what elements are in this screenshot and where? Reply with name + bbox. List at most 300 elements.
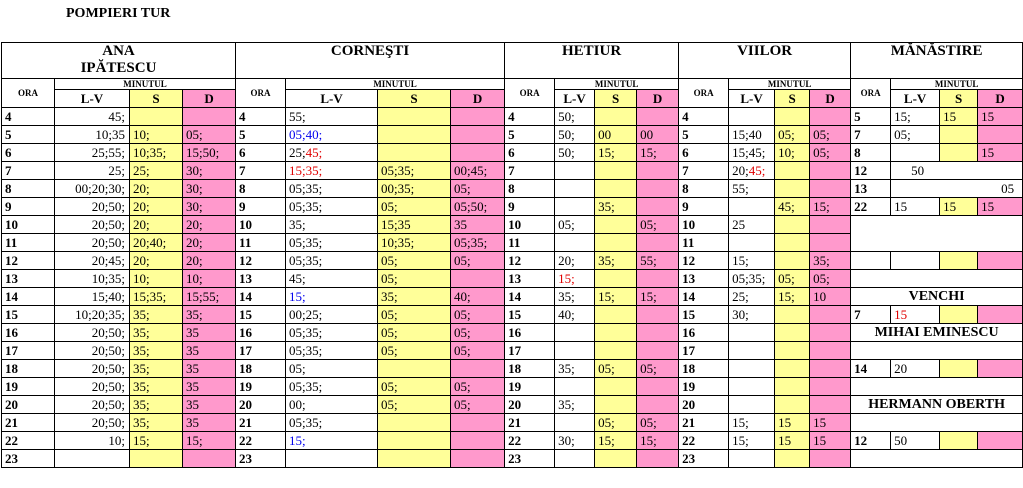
minutes-text: 15;40 bbox=[732, 126, 762, 142]
weekday-minutes bbox=[729, 306, 775, 324]
weekday-minutes bbox=[891, 360, 940, 378]
saturday-minutes bbox=[595, 270, 637, 288]
minutes-text: 50; bbox=[558, 126, 575, 142]
s-header: S bbox=[940, 90, 978, 108]
weekday-minutes bbox=[286, 126, 378, 144]
saturday-minutes bbox=[595, 162, 637, 180]
sunday-minutes bbox=[810, 306, 851, 324]
hour-row bbox=[2, 342, 1023, 360]
saturday-minutes bbox=[378, 360, 451, 378]
minutes-text: 05;35; bbox=[289, 414, 323, 430]
minutul-label: MINUTUL bbox=[729, 79, 851, 90]
minutul-label: MINUTUL bbox=[891, 79, 1023, 90]
sunday-minutes bbox=[637, 180, 679, 198]
hour-cell: 8 bbox=[679, 180, 729, 198]
weekday-minutes bbox=[55, 378, 130, 396]
lv-header: L-V bbox=[286, 90, 378, 108]
weekday-minutes bbox=[729, 216, 775, 234]
minutes-text: 35; bbox=[289, 216, 306, 232]
weekday-minutes bbox=[286, 306, 378, 324]
weekday-minutes bbox=[891, 144, 940, 162]
weekday-minutes bbox=[286, 324, 378, 342]
hour-cell: 18 bbox=[679, 360, 729, 378]
lv-header: L-V bbox=[891, 90, 940, 108]
sunday-minutes bbox=[810, 396, 851, 414]
sunday-minutes bbox=[637, 324, 679, 342]
sunday-minutes: 35 bbox=[451, 216, 505, 234]
saturday-minutes: 15; bbox=[595, 144, 637, 162]
minutes-text: 50 bbox=[891, 162, 1023, 180]
hour-row bbox=[2, 270, 1023, 288]
saturday-minutes: 35; bbox=[130, 324, 183, 342]
hour-cell: 15 bbox=[505, 306, 555, 324]
sunday-minutes: 30; bbox=[183, 162, 236, 180]
minutes-text: 20; bbox=[732, 162, 749, 178]
saturday-minutes: 05; bbox=[378, 324, 451, 342]
weekday-minutes bbox=[729, 108, 775, 126]
sunday-minutes: 35 bbox=[183, 342, 236, 360]
minutes-text: 20 bbox=[894, 360, 908, 376]
sunday-minutes: 05; bbox=[810, 270, 851, 288]
weekday-minutes bbox=[555, 234, 595, 252]
saturday-minutes: 05; bbox=[595, 360, 637, 378]
weekday-minutes: 05; bbox=[891, 126, 940, 144]
saturday-minutes: 10;35; bbox=[130, 144, 183, 162]
sunday-minutes bbox=[810, 216, 851, 234]
weekday-minutes bbox=[555, 270, 595, 288]
saturday-minutes bbox=[595, 180, 637, 198]
hour-cell: 23 bbox=[505, 450, 555, 468]
hour-cell: 20 bbox=[505, 396, 555, 414]
minutes-text: 55; bbox=[289, 108, 306, 124]
saturday-minutes: 35; bbox=[130, 396, 183, 414]
minutes-text: 15;40; bbox=[91, 288, 125, 304]
sunday-minutes: 10 bbox=[810, 288, 851, 306]
weekday-minutes bbox=[55, 252, 130, 270]
sunday-minutes: 15 bbox=[978, 198, 1023, 216]
weekday-minutes bbox=[555, 360, 595, 378]
saturday-minutes: 15; bbox=[775, 288, 810, 306]
weekday-minutes bbox=[286, 396, 378, 414]
saturday-minutes: 00 bbox=[595, 126, 637, 144]
sunday-minutes: 05; bbox=[183, 126, 236, 144]
saturday-minutes bbox=[775, 252, 810, 270]
weekday-minutes bbox=[55, 216, 130, 234]
saturday-minutes: 15; bbox=[595, 288, 637, 306]
hour-row bbox=[2, 144, 1023, 162]
weekday-minutes bbox=[729, 180, 775, 198]
saturday-minutes: 00;35; bbox=[378, 180, 451, 198]
saturday-minutes: 35; bbox=[130, 360, 183, 378]
weekday-minutes bbox=[555, 144, 595, 162]
minutes-text: 00; bbox=[289, 396, 306, 412]
sunday-minutes: 05;35; bbox=[451, 234, 505, 252]
sunday-minutes: 35 bbox=[183, 324, 236, 342]
hour-row bbox=[2, 450, 1023, 468]
weekday-minutes bbox=[729, 432, 775, 450]
minutes-text: 55; bbox=[732, 180, 749, 196]
weekday-minutes bbox=[55, 414, 130, 432]
sunday-minutes: 30; bbox=[183, 198, 236, 216]
saturday-minutes bbox=[595, 378, 637, 396]
hour-row bbox=[2, 432, 1023, 450]
minutes-text: 25;55; bbox=[91, 144, 125, 160]
hour-cell: 21 bbox=[505, 414, 555, 432]
saturday-minutes bbox=[595, 108, 637, 126]
weekday-minutes bbox=[286, 378, 378, 396]
saturday-minutes: 35; bbox=[378, 288, 451, 306]
sunday-minutes: 15; bbox=[810, 198, 851, 216]
weekday-minutes bbox=[286, 360, 378, 378]
minutes-text: 10;35 bbox=[95, 126, 125, 142]
saturday-minutes bbox=[775, 180, 810, 198]
hour-cell: 22 bbox=[679, 432, 729, 450]
minutes-text: 10;20;35; bbox=[75, 306, 125, 322]
minutes-text-red: 45; bbox=[305, 144, 323, 160]
minutes-text: 15; bbox=[289, 432, 306, 448]
hour-cell: 12 bbox=[236, 252, 286, 270]
saturday-minutes: 20; bbox=[130, 180, 183, 198]
sunday-minutes bbox=[978, 360, 1023, 378]
saturday-minutes bbox=[775, 324, 810, 342]
hour-cell: 4 bbox=[236, 108, 286, 126]
minutes-text: 45; bbox=[108, 108, 125, 124]
minutul-label: MINUTUL bbox=[286, 79, 505, 90]
s-header: S bbox=[130, 90, 183, 108]
sunday-minutes bbox=[978, 126, 1023, 144]
station-name-ana bbox=[2, 43, 236, 79]
saturday-minutes: 25; bbox=[130, 162, 183, 180]
saturday-minutes: 45; bbox=[775, 198, 810, 216]
weekday-minutes bbox=[555, 396, 595, 414]
minutes-text: 25; bbox=[108, 162, 125, 178]
sunday-minutes: 15 bbox=[810, 414, 851, 432]
saturday-minutes bbox=[940, 432, 978, 450]
weekday-minutes bbox=[55, 108, 130, 126]
hour-cell: 4 bbox=[679, 108, 729, 126]
station-header-row bbox=[2, 43, 1023, 79]
weekday-minutes bbox=[286, 234, 378, 252]
stop-name-mihai: MIHAI EMINESCU bbox=[851, 324, 1023, 342]
weekday-minutes bbox=[729, 324, 775, 342]
hour-cell: 13 bbox=[236, 270, 286, 288]
saturday-minutes: 05; bbox=[775, 270, 810, 288]
station-name-line2: IPĂTESCU bbox=[80, 60, 157, 76]
saturday-minutes: 15 bbox=[940, 108, 978, 126]
saturday-minutes: 05; bbox=[378, 270, 451, 288]
hour-cell: 6 bbox=[2, 144, 55, 162]
sunday-minutes: 35; bbox=[810, 252, 851, 270]
sunday-minutes: 10; bbox=[183, 270, 236, 288]
minutes-text: 05;35; bbox=[289, 198, 323, 214]
sunday-minutes bbox=[810, 234, 851, 252]
saturday-minutes bbox=[775, 234, 810, 252]
hour-cell: 17 bbox=[505, 342, 555, 360]
minutes-text: 20; bbox=[558, 252, 575, 268]
minutes-text: 50; bbox=[558, 144, 575, 160]
minutes-text: 40; bbox=[558, 306, 575, 322]
saturday-minutes bbox=[595, 396, 637, 414]
hour-cell: 9 bbox=[505, 198, 555, 216]
hour-cell: 5 bbox=[679, 126, 729, 144]
hour-cell: 7 bbox=[851, 306, 891, 324]
saturday-minutes bbox=[775, 162, 810, 180]
saturday-minutes bbox=[775, 378, 810, 396]
saturday-minutes: 20; bbox=[130, 216, 183, 234]
hour-cell: 19 bbox=[2, 378, 55, 396]
minutes-text: 20;50; bbox=[91, 378, 125, 394]
hour-cell: 6 bbox=[236, 144, 286, 162]
ora-label: ORA bbox=[851, 79, 891, 108]
hour-cell: 23 bbox=[236, 450, 286, 468]
sunday-minutes: 20; bbox=[183, 252, 236, 270]
weekday-minutes bbox=[55, 450, 130, 468]
hour-cell: 9 bbox=[2, 198, 55, 216]
minutes-text: 30; bbox=[558, 432, 575, 448]
blank-cell bbox=[891, 252, 940, 270]
saturday-minutes bbox=[130, 450, 183, 468]
sunday-minutes: 05; bbox=[810, 144, 851, 162]
weekday-minutes bbox=[729, 396, 775, 414]
minutes-text: 00;25; bbox=[289, 306, 323, 322]
weekday-minutes bbox=[729, 126, 775, 144]
saturday-minutes: 05; bbox=[378, 378, 451, 396]
weekday-minutes bbox=[55, 360, 130, 378]
hour-cell: 20 bbox=[679, 396, 729, 414]
sunday-minutes: 40; bbox=[451, 288, 505, 306]
sunday-minutes bbox=[451, 432, 505, 450]
sunday-minutes bbox=[810, 162, 851, 180]
hour-cell: 17 bbox=[679, 342, 729, 360]
weekday-minutes bbox=[729, 234, 775, 252]
hour-cell: 17 bbox=[236, 342, 286, 360]
saturday-minutes: 35; bbox=[595, 252, 637, 270]
weekday-minutes bbox=[286, 180, 378, 198]
sunday-minutes: 05; bbox=[451, 180, 505, 198]
saturday-minutes: 15 bbox=[775, 432, 810, 450]
minutes-text: 25; bbox=[732, 288, 749, 304]
minutes-text: 05;35; bbox=[289, 378, 323, 394]
saturday-minutes: 10; bbox=[130, 270, 183, 288]
minutes-text-red: 45; bbox=[748, 162, 766, 178]
weekday-minutes bbox=[555, 450, 595, 468]
weekday-minutes bbox=[729, 270, 775, 288]
sunday-minutes bbox=[451, 108, 505, 126]
s-header: S bbox=[378, 90, 451, 108]
blank-cell bbox=[851, 270, 1023, 288]
weekday-minutes bbox=[286, 432, 378, 450]
saturday-minutes bbox=[595, 234, 637, 252]
hour-cell: 12 bbox=[851, 432, 891, 450]
sunday-minutes: 05; bbox=[637, 414, 679, 432]
weekday-minutes bbox=[729, 162, 775, 180]
weekday-minutes bbox=[729, 450, 775, 468]
minutes-text: 05; bbox=[289, 360, 306, 376]
hour-cell: 14 bbox=[505, 288, 555, 306]
sunday-minutes bbox=[810, 108, 851, 126]
hour-cell: 11 bbox=[505, 234, 555, 252]
minutes-text: 00;20;30; bbox=[75, 180, 125, 196]
ora-minutul-row bbox=[2, 79, 1023, 90]
saturday-minutes bbox=[378, 126, 451, 144]
stop-name-hermann: HERMANN OBERTH bbox=[851, 396, 1023, 414]
weekday-minutes bbox=[286, 144, 378, 162]
hour-cell: 10 bbox=[679, 216, 729, 234]
hour-row bbox=[2, 252, 1023, 270]
weekday-minutes bbox=[729, 198, 775, 216]
hour-cell: 15 bbox=[236, 306, 286, 324]
hour-cell: 12 bbox=[851, 162, 891, 180]
saturday-minutes: 05; bbox=[775, 126, 810, 144]
hour-cell: 22 bbox=[851, 198, 891, 216]
sunday-minutes bbox=[810, 378, 851, 396]
blank-cell bbox=[851, 450, 1023, 468]
saturday-minutes bbox=[130, 108, 183, 126]
weekday-minutes bbox=[729, 288, 775, 306]
hour-cell: 12 bbox=[679, 252, 729, 270]
weekday-minutes bbox=[555, 162, 595, 180]
saturday-minutes: 05; bbox=[378, 342, 451, 360]
weekday-minutes bbox=[729, 414, 775, 432]
sunday-minutes: 05; bbox=[637, 216, 679, 234]
blank-cell bbox=[978, 252, 1023, 270]
lv-header: L-V bbox=[55, 90, 130, 108]
minutes-text: 05;35; bbox=[732, 270, 766, 286]
sunday-minutes bbox=[637, 342, 679, 360]
hour-cell: 9 bbox=[236, 198, 286, 216]
weekday-minutes bbox=[555, 324, 595, 342]
saturday-minutes bbox=[595, 342, 637, 360]
saturday-minutes: 20; bbox=[130, 198, 183, 216]
saturday-minutes: 10; bbox=[775, 144, 810, 162]
sunday-minutes: 05; bbox=[451, 342, 505, 360]
sunday-minutes: 05; bbox=[451, 396, 505, 414]
weekday-minutes: 15; bbox=[891, 108, 940, 126]
hour-cell: 16 bbox=[679, 324, 729, 342]
saturday-minutes bbox=[775, 450, 810, 468]
sunday-minutes bbox=[451, 144, 505, 162]
sunday-minutes bbox=[183, 108, 236, 126]
weekday-minutes bbox=[555, 108, 595, 126]
minutes-text: 05;35; bbox=[289, 342, 323, 358]
sunday-minutes: 15; bbox=[637, 144, 679, 162]
sunday-minutes bbox=[451, 126, 505, 144]
hour-cell: 8 bbox=[2, 180, 55, 198]
sunday-minutes bbox=[810, 360, 851, 378]
hour-row bbox=[2, 126, 1023, 144]
saturday-minutes: 35; bbox=[130, 414, 183, 432]
sunday-minutes bbox=[978, 432, 1023, 450]
s-header: S bbox=[775, 90, 810, 108]
weekday-minutes bbox=[55, 126, 130, 144]
saturday-minutes bbox=[378, 414, 451, 432]
sunday-minutes: 35 bbox=[183, 378, 236, 396]
hour-cell: 8 bbox=[505, 180, 555, 198]
weekday-minutes bbox=[729, 342, 775, 360]
weekday-minutes bbox=[729, 144, 775, 162]
saturday-minutes bbox=[940, 144, 978, 162]
hour-cell: 14 bbox=[236, 288, 286, 306]
weekday-minutes bbox=[55, 396, 130, 414]
minutes-text: 20;50; bbox=[91, 216, 125, 232]
saturday-minutes: 05; bbox=[378, 252, 451, 270]
hour-cell: 18 bbox=[505, 360, 555, 378]
hour-cell: 17 bbox=[2, 342, 55, 360]
hour-row bbox=[2, 288, 1023, 306]
weekday-minutes bbox=[555, 216, 595, 234]
sunday-minutes: 35 bbox=[183, 414, 236, 432]
ora-label: ORA bbox=[679, 79, 729, 108]
hour-row bbox=[2, 396, 1023, 414]
minutes-text: 20;45; bbox=[91, 252, 125, 268]
sunday-minutes: 20; bbox=[183, 234, 236, 252]
hour-cell: 13 bbox=[505, 270, 555, 288]
weekday-minutes bbox=[286, 270, 378, 288]
hour-cell: 8 bbox=[236, 180, 286, 198]
hour-cell: 10 bbox=[505, 216, 555, 234]
minutes-text: 50 bbox=[894, 432, 908, 448]
hour-cell: 22 bbox=[2, 432, 55, 450]
minutes-text: 15 bbox=[894, 306, 908, 322]
weekday-minutes bbox=[555, 180, 595, 198]
hour-cell: 21 bbox=[236, 414, 286, 432]
sunday-minutes: 15; bbox=[183, 432, 236, 450]
saturday-minutes: 15; bbox=[595, 432, 637, 450]
minutes-text: 20;50; bbox=[91, 414, 125, 430]
d-header: D bbox=[810, 90, 851, 108]
hour-cell: 5 bbox=[851, 108, 891, 126]
d-header: D bbox=[978, 90, 1023, 108]
sunday-minutes: 15; bbox=[637, 432, 679, 450]
weekday-minutes bbox=[555, 126, 595, 144]
station-name-viilor: VIILOR bbox=[679, 43, 851, 79]
minutes-text-red: 15;35; bbox=[289, 162, 323, 178]
weekday-minutes bbox=[286, 450, 378, 468]
saturday-minutes: 15 bbox=[940, 198, 978, 216]
weekday-minutes bbox=[729, 378, 775, 396]
saturday-minutes bbox=[775, 108, 810, 126]
hour-cell: 10 bbox=[2, 216, 55, 234]
saturday-minutes: 15; bbox=[130, 432, 183, 450]
sunday-minutes: 00;45; bbox=[451, 162, 505, 180]
hour-cell: 16 bbox=[236, 324, 286, 342]
document-title: POMPIERI TUR bbox=[66, 6, 171, 21]
sunday-minutes: 05; bbox=[451, 324, 505, 342]
weekday-minutes bbox=[55, 288, 130, 306]
weekday-minutes bbox=[55, 324, 130, 342]
s-header: S bbox=[595, 90, 637, 108]
sunday-minutes: 15;55; bbox=[183, 288, 236, 306]
weekday-minutes bbox=[286, 216, 378, 234]
sunday-minutes bbox=[451, 414, 505, 432]
hour-cell: 23 bbox=[2, 450, 55, 468]
blank-cell bbox=[851, 216, 1023, 252]
sunday-minutes bbox=[637, 270, 679, 288]
hour-cell: 12 bbox=[505, 252, 555, 270]
weekday-minutes bbox=[729, 360, 775, 378]
hour-cell: 11 bbox=[679, 234, 729, 252]
lv-header: L-V bbox=[555, 90, 595, 108]
saturday-minutes: 35; bbox=[595, 198, 637, 216]
saturday-minutes bbox=[378, 450, 451, 468]
minutes-text: 05;35; bbox=[289, 252, 323, 268]
sunday-minutes bbox=[637, 396, 679, 414]
weekday-minutes bbox=[555, 432, 595, 450]
station-name-manastire: MĂNĂSTIRE bbox=[851, 43, 1023, 79]
sunday-minutes bbox=[451, 270, 505, 288]
hour-cell: 18 bbox=[236, 360, 286, 378]
weekday-minutes bbox=[55, 432, 130, 450]
